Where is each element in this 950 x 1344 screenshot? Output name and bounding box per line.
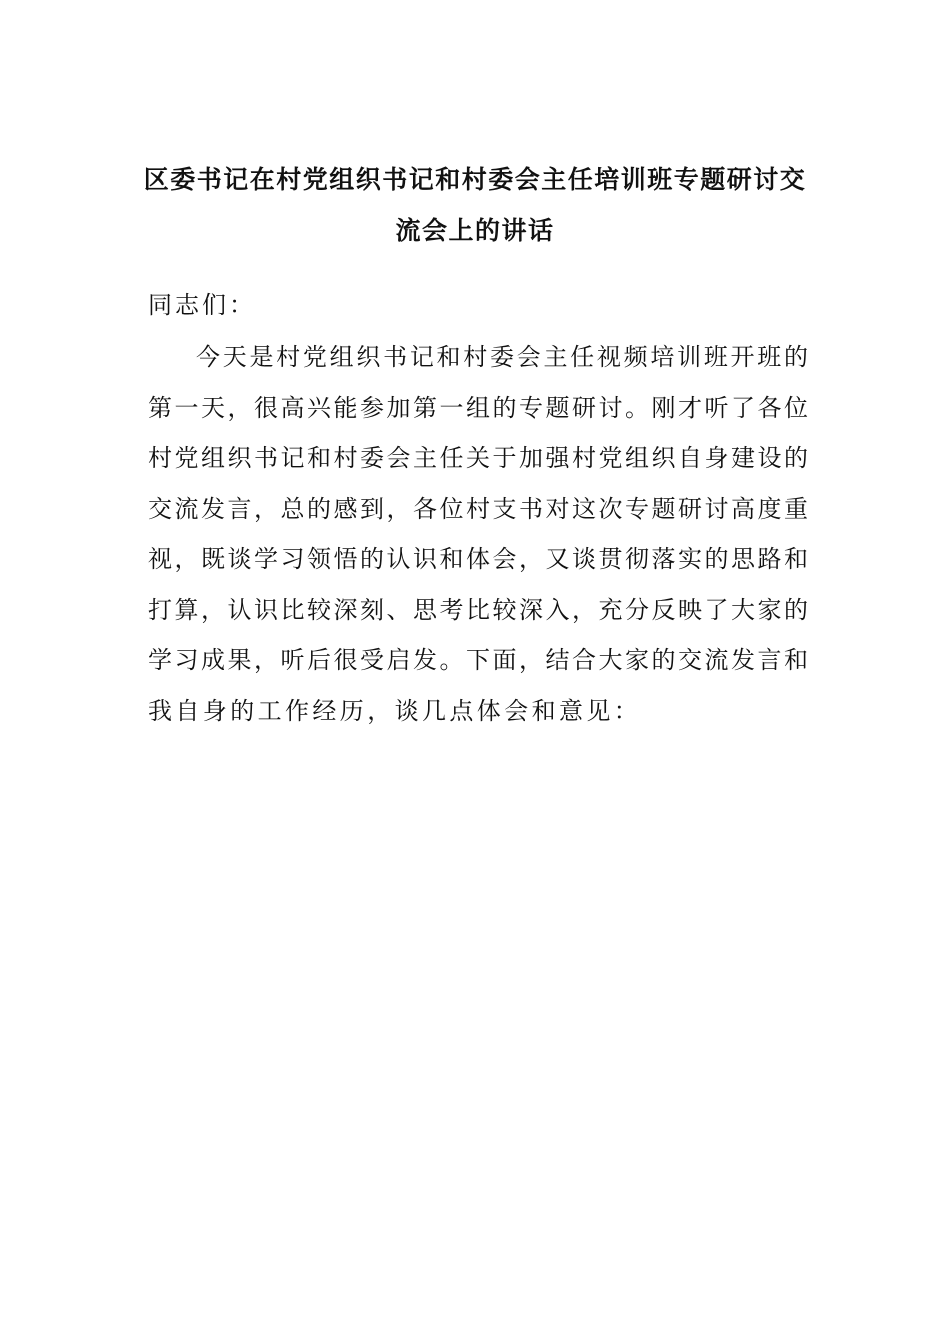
paragraph-line: 视，既谈学习领悟的认识和体会，又谈贯彻落实的思路和 [148,545,808,573]
title-line-2: 流会上的讲话 [395,216,555,245]
paragraph-line: 今天是村党组织书记和村委会主任视频培训班开班的 [196,343,808,371]
salutation: 同志们： [148,291,256,319]
paragraph-line: 村党组织书记和村委会主任关于加强村党组织自身建设的 [148,444,808,472]
body-paragraph [148,332,808,736]
paragraph-line: 打算，认识比较深刻、思考比较深入，充分反映了大家的 [148,595,808,624]
title-line-1: 区委书记在村党组织书记和村委会主任培训班专题研讨交 [143,165,807,194]
paragraph-line: 学习成果，听后很受启发。下面，结合大家的交流发言和 [148,646,808,674]
paragraph-line: 第一天，很高兴能参加第一组的专题研讨。刚才听了各位 [148,393,808,422]
paragraph-line: 交流发言，总的感到，各位村支书对这次专题研讨高度重 [148,494,808,523]
paragraph-line: 我自身的工作经历，谈几点体会和意见： [148,696,642,725]
